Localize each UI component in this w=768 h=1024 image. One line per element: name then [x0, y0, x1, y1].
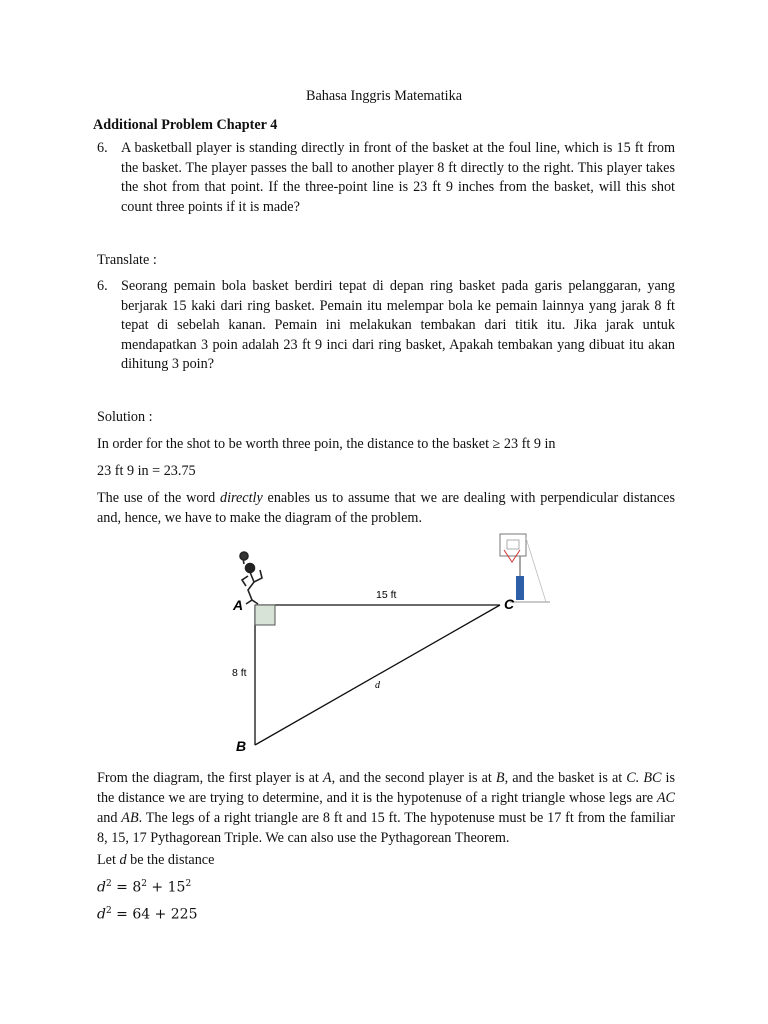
- explanation-text-1: From the diagram, the first player is at: [97, 770, 323, 786]
- segment-ab: AB: [121, 810, 139, 826]
- explanation-text-3: , and the basket is at: [504, 770, 627, 786]
- label-bc-length: d: [375, 680, 380, 691]
- eq1-exp3: 2: [185, 879, 192, 889]
- point-c: C.: [626, 770, 640, 786]
- problem-number: 6.: [97, 140, 108, 156]
- right-angle-marker: [255, 605, 275, 625]
- segment-bc: BC: [643, 770, 662, 786]
- explanation-text-2: , and the second player is at: [331, 770, 496, 786]
- eq1-exp2: 2: [141, 879, 147, 889]
- translate-text: Seorang pemain bola basket berdiri tepat di depan ring basket pada garis pelanggaran, yang berjarak 15 kaki dari ring basket. Pemain itu melempar bola ke pemain lainnya yang jarak 8 ft tepat di sebelah kanan. Pemain ini melakukan tembakan dari titik itu. Jika jarak untuk mendapatkan 3 poin adalah 23 ft 9 inci dari ring basket, Apakah tembakan yang dibuat itu akan dihitung 3 poin?: [121, 278, 675, 372]
- let-d-post: be the distance: [126, 852, 215, 868]
- let-d-pre: Let: [97, 852, 120, 868]
- explanation-paragraph: [97, 768, 675, 848]
- eq1-mid: = 8: [111, 879, 142, 896]
- variable-d: d: [119, 852, 127, 868]
- eq2-rhs: = 64 + 225: [111, 906, 198, 923]
- label-ab-length: 8 ft: [232, 667, 247, 679]
- problem-paragraph: [97, 139, 675, 217]
- explanation-text-6: . The legs of a right triangle are 8 ft and 15 ft. The hypotenuse must be 17 ft from the familiar 8, 15, 17 Pythagorean Triple. We can also use the Pythagorean Theorem.: [97, 810, 675, 846]
- eq2-exp: 2: [105, 906, 112, 916]
- equation-1: [97, 879, 191, 896]
- label-ac-length: 15 ft: [376, 589, 397, 601]
- basketball-player-icon: [240, 552, 262, 604]
- solution-line-1: In order for the shot to be worth three poin, the distance to the basket ≥ 23 ft 9 in: [97, 436, 556, 452]
- explanation-text-4: is the distance we are trying to determine, and it is the hypotenuse of a right triangle whose legs are: [97, 770, 676, 806]
- vertex-label-c: C: [504, 596, 515, 612]
- eq1-exp: 2: [105, 879, 112, 889]
- eq1-lhs: d: [97, 879, 106, 896]
- document-header: Bahasa Inggris Matematika: [305, 88, 462, 104]
- basketball-hoop-icon: [500, 534, 550, 602]
- equation-2: [97, 906, 198, 923]
- problem-text: A basketball player is standing directly in front of the basket at the foul line, which is 15 ft from the basket. The player passes the ball to another player 8 ft directly to the right. This player takes the shot from that point. If the three-point line is 23 ft 9 inches from the basket, will this shot count three points if it is made?: [121, 140, 675, 215]
- eq2-lhs: d: [97, 906, 106, 923]
- emphasis-directly: directly: [219, 490, 263, 506]
- solution-paragraph-pre: The use of the word: [97, 490, 220, 506]
- point-a: A: [322, 770, 332, 786]
- translate-paragraph: [97, 277, 675, 375]
- vertex-label-a: A: [233, 597, 244, 613]
- explanation-text-5: and: [97, 810, 122, 826]
- triangle-diagram: [220, 530, 560, 760]
- translate-label: Translate :: [97, 252, 157, 268]
- let-d-line: [97, 852, 214, 869]
- solution-label: Solution :: [97, 409, 153, 425]
- translate-number: 6.: [97, 278, 108, 294]
- solution-paragraph-post: enables us to assume that we are dealing with perpendicular distances and, hence, we have to make the diagram of the problem.: [97, 490, 675, 526]
- solution-paragraph: [97, 488, 675, 528]
- vertex-label-b: B: [236, 738, 247, 754]
- chapter-title: Additional Problem Chapter 4: [93, 117, 278, 133]
- solution-line-2: 23 ft 9 in = 23.75: [97, 463, 196, 479]
- point-b: B: [495, 770, 505, 786]
- eq1-plus: + 15: [146, 879, 186, 896]
- segment-ac: AC: [656, 790, 675, 806]
- side-bc: [255, 605, 500, 745]
